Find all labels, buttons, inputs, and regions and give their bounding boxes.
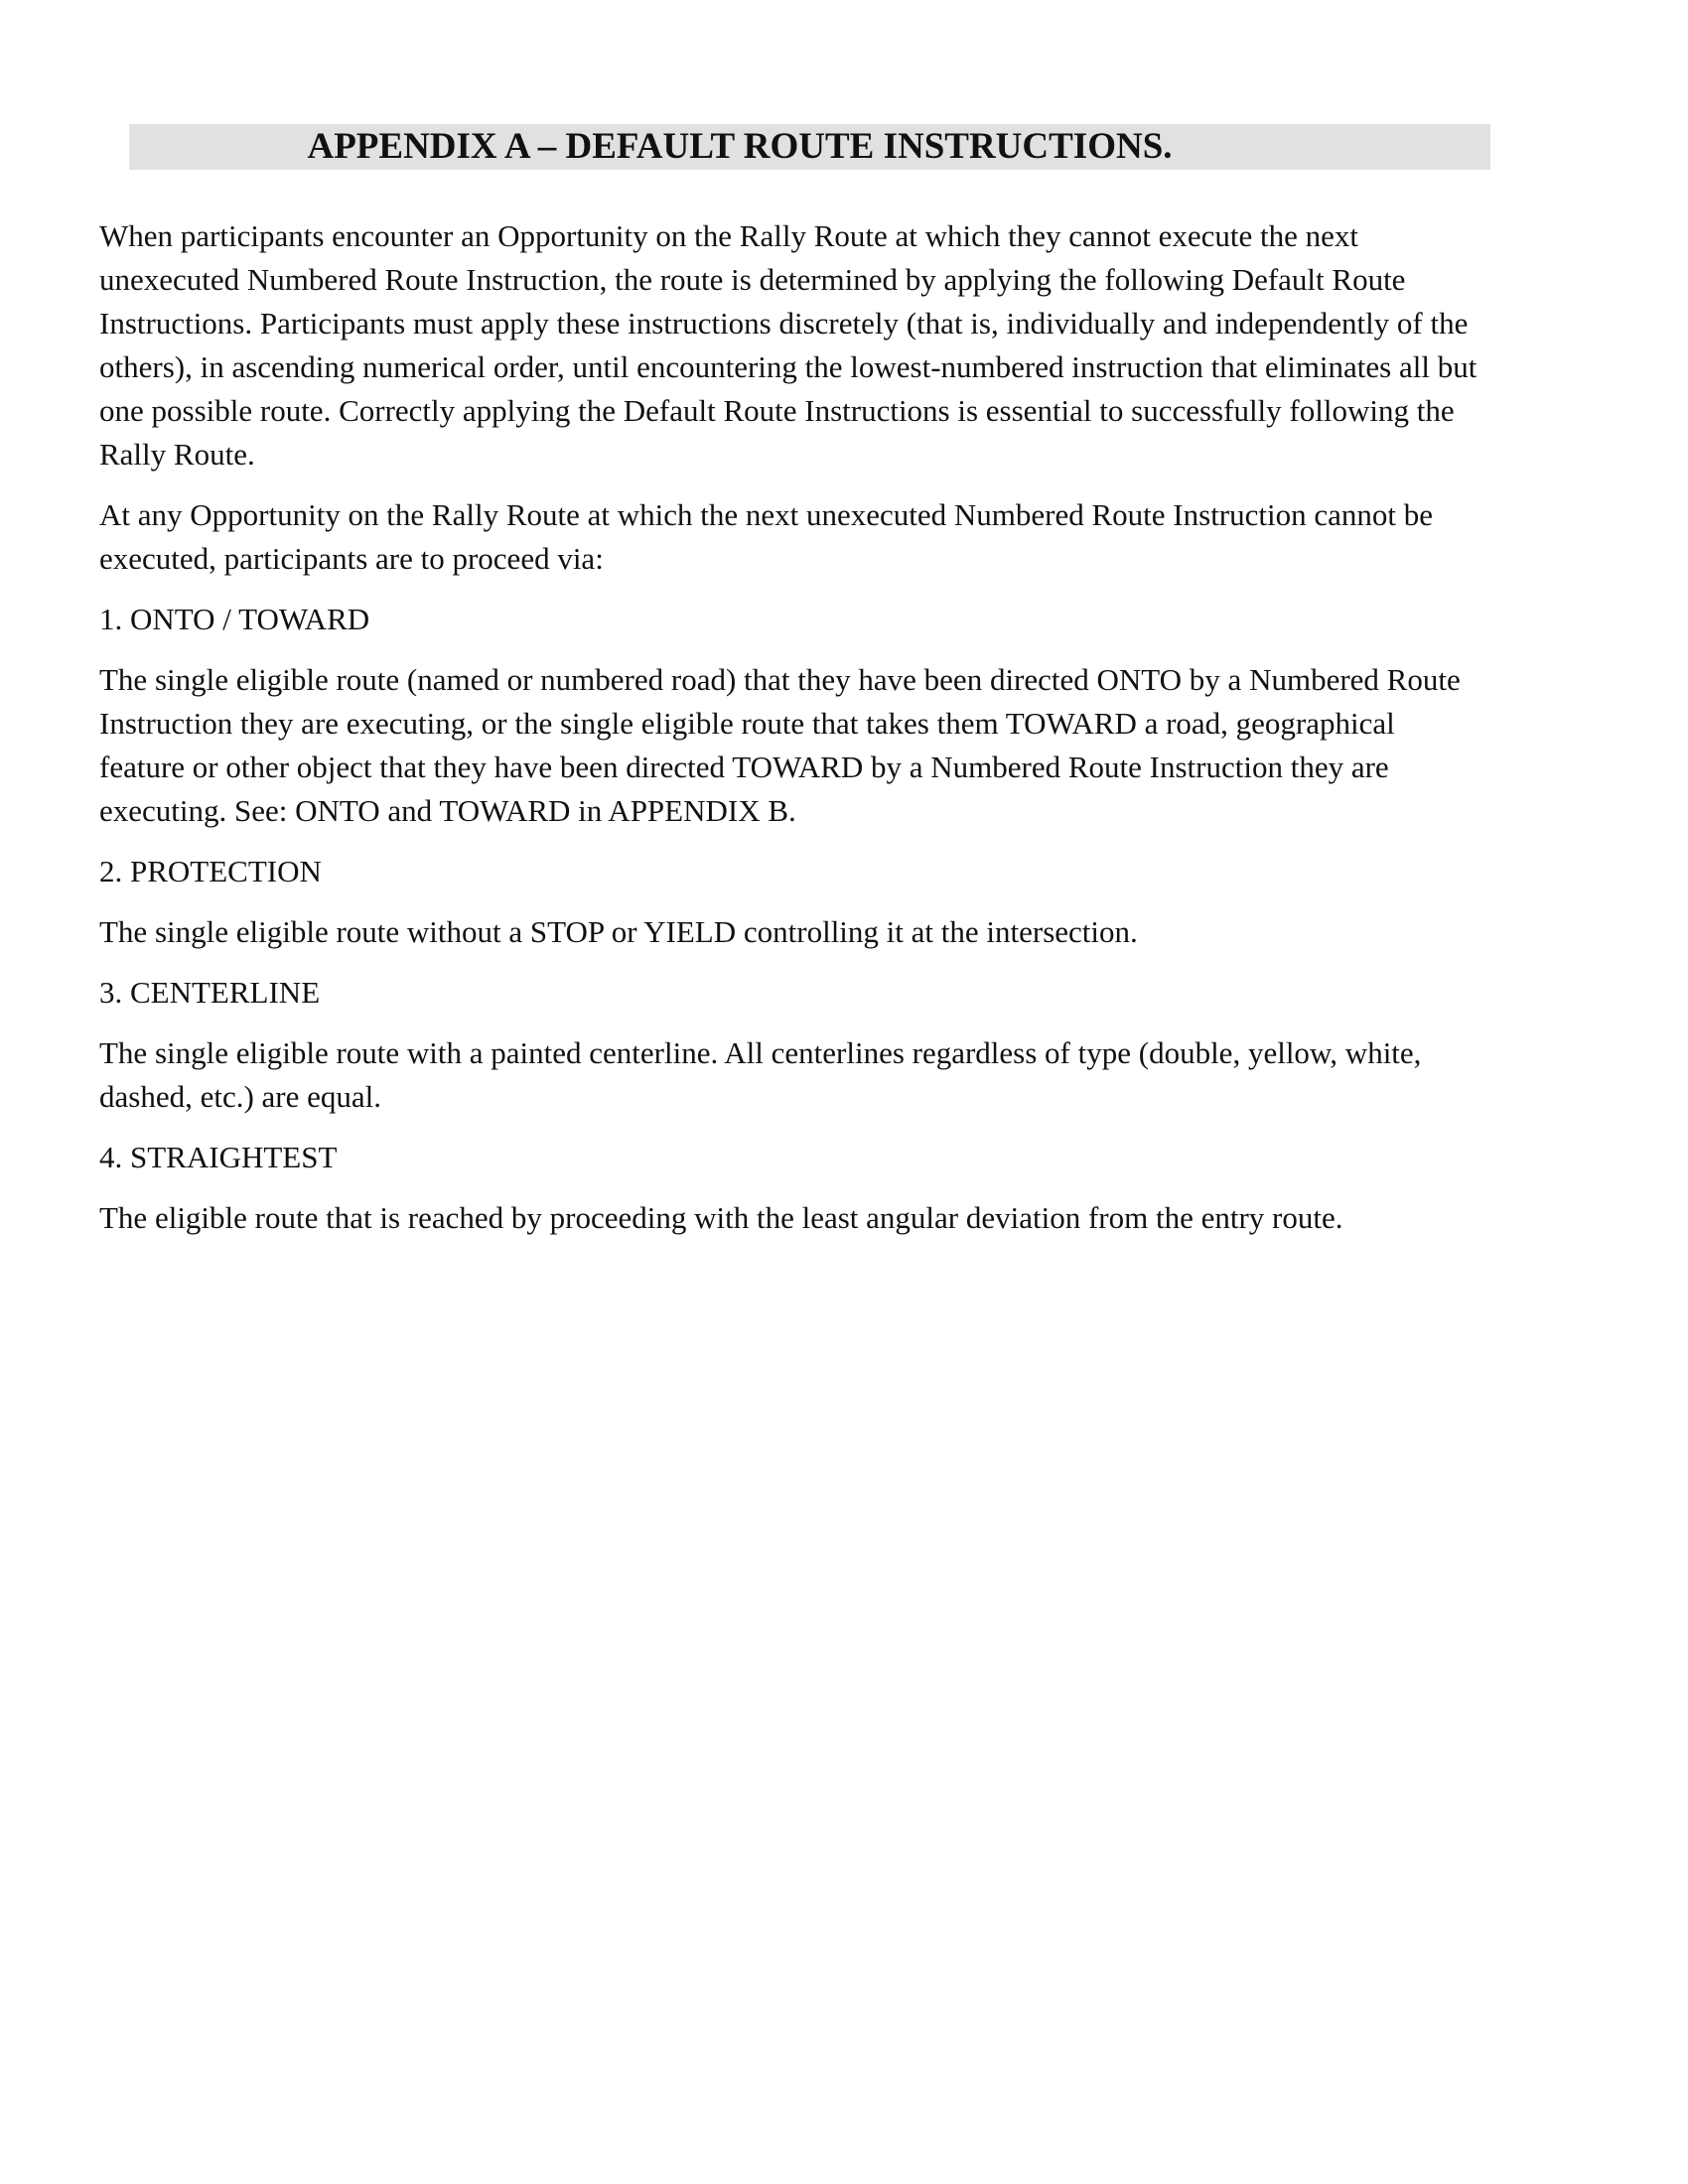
text-line: Instruction they are executing, or the single eligible route that takes them TOWARD a road, geographical	[99, 706, 1395, 741]
text-line: The single eligible route with a painted centerline. All centerlines regardless of type (double, yellow, white,	[99, 1035, 1422, 1070]
rule-text-centerline	[99, 1031, 1589, 1119]
text-line: executing. See: ONTO and TOWARD in APPENDIX B.	[99, 793, 796, 828]
rule-heading-onto-toward: 1. ONTO / TOWARD	[99, 602, 370, 636]
rule-heading-straightest: 4. STRAIGHTEST	[99, 1140, 338, 1174]
text-line: feature or other object that they have been directed TOWARD by a Numbered Route Instruction they are	[99, 750, 1389, 784]
text-line: unexecuted Numbered Route Instruction, the route is determined by applying the following Default Route	[99, 262, 1406, 297]
text-line: When participants encounter an Opportunity on the Rally Route at which they cannot execute the next	[99, 218, 1359, 253]
text-line: At any Opportunity on the Rally Route at which the next unexecuted Numbered Route Instruction cannot be	[99, 497, 1434, 532]
page-title: APPENDIX A – DEFAULT ROUTE INSTRUCTIONS.	[307, 126, 1173, 167]
rule-text-protection	[99, 910, 1589, 954]
text-line: The eligible route that is reached by proceeding with the least angular deviation from the entry route.	[99, 1200, 1343, 1235]
text-line: Rally Route.	[99, 437, 255, 472]
text-line: The single eligible route (named or numbered road) that they have been directed ONTO by a Numbered Route	[99, 662, 1461, 697]
intro-paragraph	[99, 214, 1589, 477]
text-line: executed, participants are to proceed via:	[99, 541, 604, 576]
text-line: dashed, etc.) are equal.	[99, 1079, 382, 1114]
text-line: one possible route. Correctly applying the Default Route Instructions is essential to successfully following the	[99, 393, 1455, 428]
title-banner	[129, 124, 1490, 170]
text-line: others), in ascending numerical order, until encountering the lowest-numbered instruction that eliminates all but	[99, 349, 1477, 384]
lead-in-paragraph	[99, 493, 1589, 581]
rule-heading-centerline: 3. CENTERLINE	[99, 975, 321, 1010]
text-line: Instructions. Participants must apply these instructions discretely (that is, individually and independently of the	[99, 306, 1469, 341]
rule-text-onto-toward	[99, 658, 1589, 833]
rule-text-straightest	[99, 1196, 1589, 1240]
text-line: The single eligible route without a STOP or YIELD controlling it at the intersection.	[99, 914, 1138, 949]
document-body	[99, 214, 1589, 1257]
rule-heading-protection: 2. PROTECTION	[99, 854, 322, 888]
